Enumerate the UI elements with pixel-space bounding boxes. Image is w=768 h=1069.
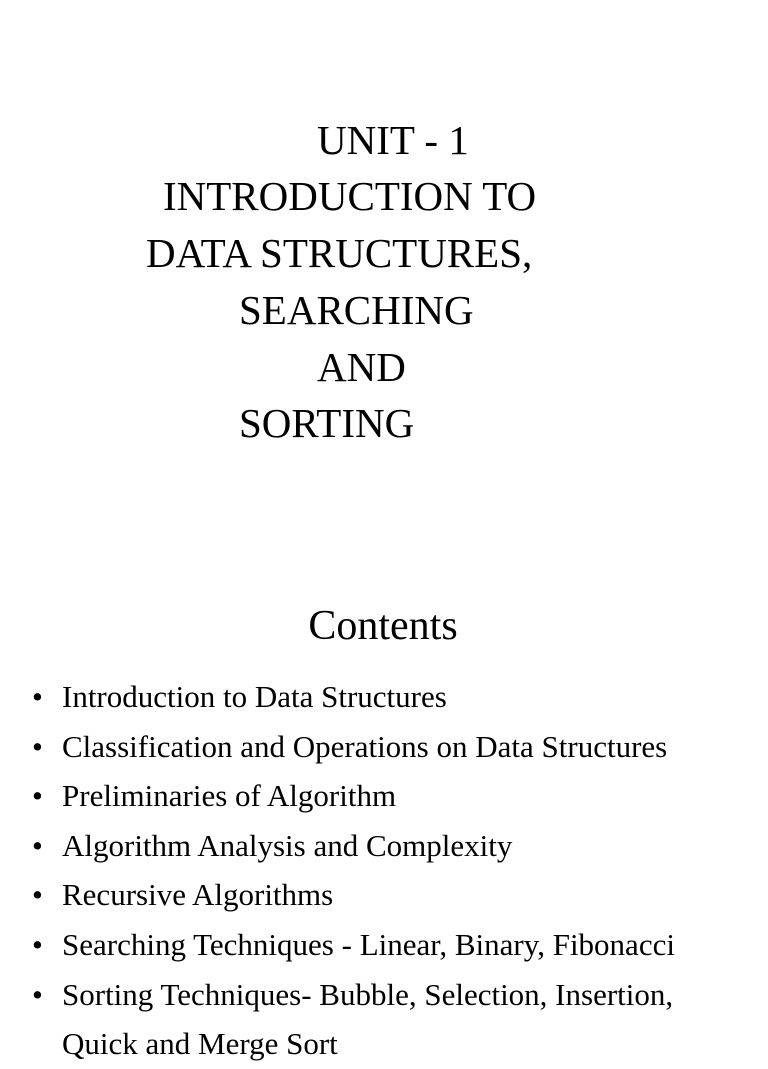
- list-item-text: Algorithm Analysis and Complexity: [62, 827, 513, 863]
- title-line-sorting: SORTING: [239, 400, 415, 446]
- bullet-icon: •: [32, 976, 43, 1012]
- list-item: [32, 970, 752, 1020]
- list-item-text: Sorting Techniques- Bubble, Selection, Insertion,: [62, 976, 674, 1012]
- bullet-icon: •: [32, 877, 43, 913]
- list-item: [32, 672, 752, 722]
- title-line-introduction: INTRODUCTION TO: [163, 173, 537, 219]
- title-line-and: AND: [317, 344, 406, 390]
- list-item-text: Quick and Merge Sort: [62, 1026, 338, 1062]
- bullet-icon: •: [32, 926, 43, 962]
- bullet-icon: •: [32, 827, 43, 863]
- list-item: [32, 920, 752, 970]
- list-item: [32, 821, 752, 871]
- bullet-icon: •: [32, 679, 43, 714]
- contents-list: [32, 672, 752, 1069]
- list-item-continuation: [32, 1019, 752, 1069]
- list-item: [32, 771, 752, 821]
- title-line-unit: UNIT - 1: [317, 117, 469, 163]
- list-item-text: Recursive Algorithms: [62, 877, 334, 913]
- list-item-text: Preliminaries of Algorithm: [62, 778, 397, 814]
- contents-heading: Contents: [308, 603, 458, 649]
- list-item-text: Introduction to Data Structures: [62, 679, 447, 714]
- bullet-icon: •: [32, 728, 43, 764]
- list-item: [32, 722, 752, 772]
- list-item: [32, 870, 752, 920]
- list-item-text: Searching Techniques - Linear, Binary, Fibonacci: [62, 926, 675, 962]
- title-line-data-structures: DATA STRUCTURES,: [146, 230, 533, 276]
- bullet-icon: •: [32, 778, 43, 814]
- title-line-searching: SEARCHING: [239, 287, 474, 333]
- list-item-text: Classification and Operations on Data Structures: [62, 728, 668, 764]
